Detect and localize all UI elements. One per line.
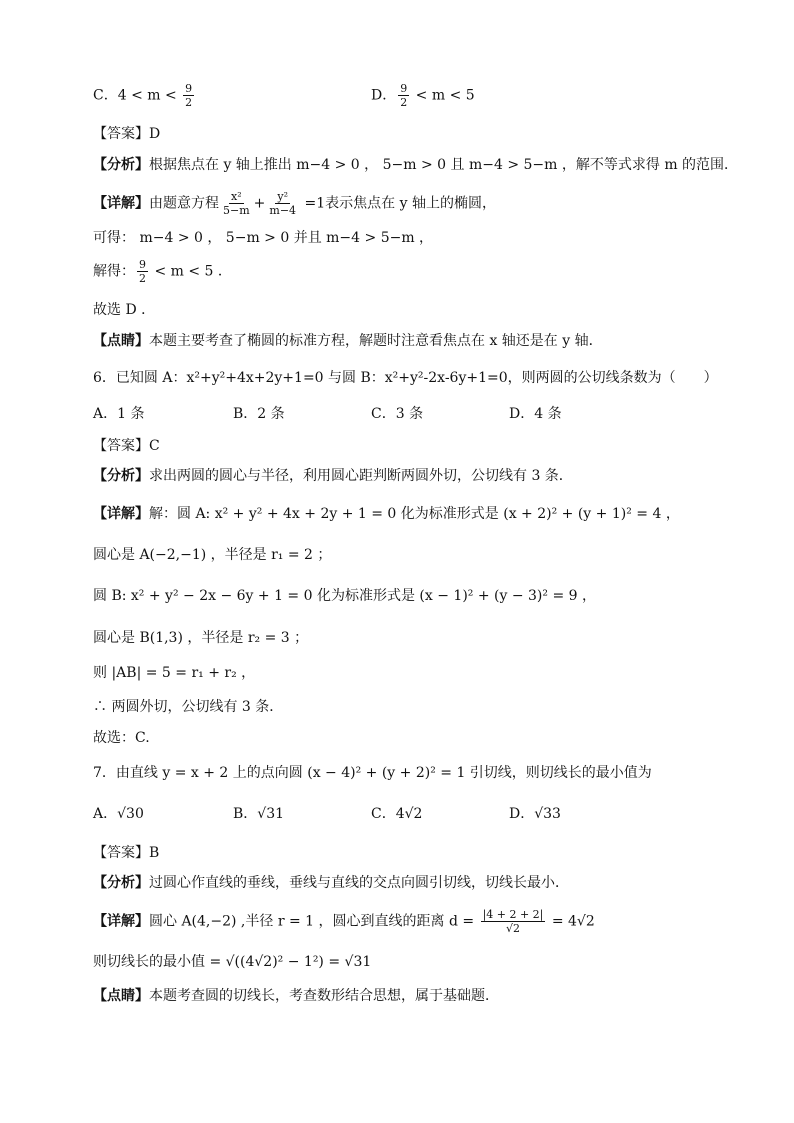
frac-num: y² xyxy=(277,190,289,203)
frac-den: m−4 xyxy=(269,204,297,217)
comment-text: 本题主要考查了椭圆的标准方程，解题时注意看焦点在 x 轴还是在 y 轴． xyxy=(149,333,603,349)
q6-option-d: D．4 条 xyxy=(509,406,562,422)
solve-5 xyxy=(93,258,232,285)
detail-7 xyxy=(93,908,595,935)
answer-5: 【答案】D xyxy=(93,126,161,142)
choose-5: 故选 D ． xyxy=(93,302,156,318)
question-7: 7．由直线 y = x + 2 上的点向圆 (x − 4)² + (y + 2)² = 1 引切线，则切线长的最小值为 xyxy=(93,765,652,781)
comment-tag: 【点睛】 xyxy=(93,988,149,1004)
frac-den: 2 xyxy=(185,96,193,109)
q5-option-d-text: < m < 5 xyxy=(411,87,475,104)
solve-frac xyxy=(137,258,148,285)
detail-text-a: 由题意方程 xyxy=(149,195,219,212)
distance-ab: 则 |AB| = 5 = r₁ + r₂ ， xyxy=(93,665,256,681)
detail-tag: 【详解】 xyxy=(93,506,149,522)
q6-option-a: A．1 条 xyxy=(93,406,145,422)
frac-num: x² xyxy=(231,190,242,203)
q6-options-row xyxy=(93,404,733,428)
q6-option-b: B．2 条 xyxy=(233,406,285,422)
question-6: 6．已知圆 A：x²+y²+4x+2y+1=0 与圆 B：x²+y²-2x-6y+1=0，则两圆的公切线条数为（ ） xyxy=(93,370,718,386)
q7-option-d: D．√33 xyxy=(509,806,561,822)
q7-option-c: C．4√2 xyxy=(371,806,423,822)
comment-7 xyxy=(93,986,499,1006)
answer-7: 【答案】B xyxy=(93,845,160,861)
choose-6: 故选：C. xyxy=(93,730,150,746)
analysis-text: 根据焦点在 y 轴上推出 m−4 > 0 ， 5−m > 0 且 m−4 > 5−m ，解不等式求得 m 的范围． xyxy=(149,157,739,173)
frac-num: |4 + 2 + 2| xyxy=(482,908,544,921)
detail-6 xyxy=(93,504,680,524)
comment-tag: 【点睛】 xyxy=(93,333,149,349)
frac-den: √2 xyxy=(505,922,520,935)
frac-num: 9 xyxy=(185,82,193,95)
conclusion-6: ∴ 两圆外切，公切线有 3 条． xyxy=(93,699,284,715)
analysis-6 xyxy=(93,466,573,486)
solve-label: 解得： xyxy=(93,263,135,280)
min-tangent-7: 则切线长的最小值 = √((4√2)² − 1²) = √31 xyxy=(93,954,372,970)
detail-text-b: = 4√2 xyxy=(547,913,595,930)
circle-b: 圆 B: x² + y² − 2x − 6y + 1 = 0 化为标准形式是 (x − 1)² + (y − 3)² = 9 ， xyxy=(93,588,596,604)
frac-num: 9 xyxy=(139,258,146,271)
analysis-tag: 【分析】 xyxy=(93,875,149,891)
frac-num: 9 xyxy=(400,82,408,95)
comment-5 xyxy=(93,331,603,351)
q5-option-d xyxy=(371,82,475,109)
analysis-text: 过圆心作直线的垂线，垂线与直线的交点向圆引切线，切线长最小． xyxy=(149,875,569,891)
distance-frac xyxy=(481,908,546,935)
q5-options-row xyxy=(93,82,733,109)
solve-text: < m < 5 ． xyxy=(150,263,232,280)
analysis-text: 求出两圆的圆心与半径，利用圆心距判断两圆外切，公切线有 3 条． xyxy=(149,468,573,484)
analysis-tag: 【分析】 xyxy=(93,468,149,484)
comment-text: 本题考查圆的切线长，考查数形结合思想，属于基础题． xyxy=(149,988,499,1004)
detail-text-b: =1表示焦点在 y 轴上的椭圆， xyxy=(300,195,496,212)
derive-5: 可得： m−4 > 0 ， 5−m > 0 并且 m−4 > 5−m ， xyxy=(93,230,434,246)
q7-option-b: B．√31 xyxy=(233,806,285,822)
q5-option-c xyxy=(93,82,196,109)
frac-den: 2 xyxy=(139,272,146,285)
q6-option-c: C．3 条 xyxy=(371,406,424,422)
frac-den: 5−m xyxy=(223,204,250,217)
frac-x2 xyxy=(221,190,252,217)
q5-option-d-frac xyxy=(398,82,409,109)
q7-options-row xyxy=(93,804,733,828)
frac-y2 xyxy=(267,190,298,217)
q7-option-a: A．√30 xyxy=(93,806,144,822)
detail-tag: 【详解】 xyxy=(93,195,149,212)
analysis-5 xyxy=(93,155,738,175)
center-a: 圆心是 A(−2,−1) ，半径是 r₁ = 2 ； xyxy=(93,547,332,563)
q5-option-d-label: D． xyxy=(371,87,397,104)
center-b: 圆心是 B(1,3) ，半径是 r₂ = 3 ； xyxy=(93,630,309,646)
analysis-tag: 【分析】 xyxy=(93,157,149,173)
answer-6: 【答案】C xyxy=(93,438,160,454)
analysis-7 xyxy=(93,873,569,893)
detail-tag: 【详解】 xyxy=(93,913,149,930)
plus-sign: + xyxy=(253,195,266,212)
detail-5 xyxy=(93,190,496,217)
detail-text: 解：圆 A: x² + y² + 4x + 2y + 1 = 0 化为标准形式是 (x + 2)² + (y + 1)² = 4 ， xyxy=(149,506,680,522)
detail-text-a: 圆心 A(4,−2) ,半径 r = 1 ，圆心到直线的距离 d = xyxy=(149,913,479,930)
q5-option-c-text: C．4 < m < xyxy=(93,87,182,104)
frac-den: 2 xyxy=(400,96,408,109)
q5-option-c-frac xyxy=(183,82,194,109)
